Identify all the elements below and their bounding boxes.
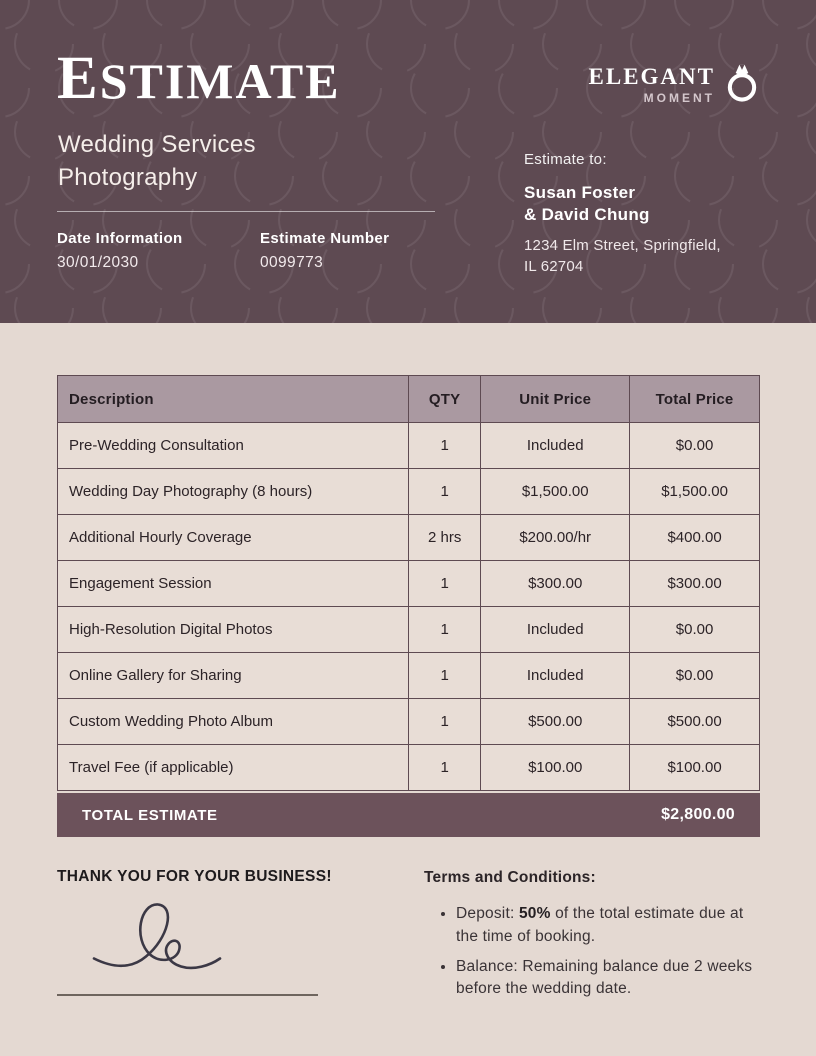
item-description: Pre-Wedding Consultation: [58, 423, 409, 469]
total-estimate-row: [57, 793, 760, 837]
header-banner: [0, 0, 816, 323]
table-row: [58, 745, 760, 791]
date-value: 30/01/2030: [57, 254, 139, 271]
estimate-number-block: [260, 230, 389, 272]
estimate-number-value: 0099773: [260, 254, 324, 271]
item-description: Custom Wedding Photo Album: [58, 699, 409, 745]
item-total-price: $0.00: [630, 653, 760, 699]
item-unit-price: Included: [481, 653, 630, 699]
item-qty: 1: [409, 607, 481, 653]
item-description: Additional Hourly Coverage: [58, 515, 409, 561]
signature-line: [57, 994, 318, 996]
item-unit-price: $500.00: [481, 699, 630, 745]
item-qty: 1: [409, 745, 481, 791]
item-description: Wedding Day Photography (8 hours): [58, 469, 409, 515]
table-header-row: [58, 376, 760, 423]
table-row: [58, 423, 760, 469]
item-qty: 1: [409, 423, 481, 469]
item-description: High-Resolution Digital Photos: [58, 607, 409, 653]
estimate-items-table: [57, 375, 760, 791]
table-row: [58, 561, 760, 607]
client-name-line-1: Susan Foster: [524, 183, 636, 202]
table-row: [58, 607, 760, 653]
item-total-price: $500.00: [630, 699, 760, 745]
header-divider: [57, 211, 435, 212]
terms-heading: Terms and Conditions:: [424, 869, 596, 886]
address-line-1: 1234 Elm Street, Springfield,: [524, 237, 721, 254]
total-estimate-label: TOTAL ESTIMATE: [82, 806, 218, 824]
terms-list: [424, 903, 769, 1008]
item-qty: 2 hrs: [409, 515, 481, 561]
item-qty: 1: [409, 699, 481, 745]
brand-logo: [589, 60, 760, 109]
total-estimate-value: $2,800.00: [661, 806, 735, 823]
address-line-2: IL 62704: [524, 257, 584, 275]
terms-item-deposit: • Deposit: 50% of the total estimate due at the time of booking.: [456, 903, 769, 949]
client-address: [524, 236, 721, 277]
brand-name: ELEGANT: [588, 64, 715, 89]
item-unit-price: $100.00: [481, 745, 630, 791]
item-qty: 1: [409, 469, 481, 515]
table-row: [58, 469, 760, 515]
column-header-description: Description: [58, 376, 409, 423]
column-header-unit-price: Unit Price: [481, 376, 630, 423]
client-name-line-2: & David Chung: [524, 205, 650, 225]
table-row: [58, 653, 760, 699]
signature: [88, 895, 238, 988]
item-total-price: $0.00: [630, 423, 760, 469]
column-header-qty: QTY: [409, 376, 481, 423]
item-qty: 1: [409, 561, 481, 607]
document-subtitle: [58, 128, 256, 194]
item-unit-price: Included: [481, 607, 630, 653]
item-total-price: $0.00: [630, 607, 760, 653]
item-qty: 1: [409, 653, 481, 699]
item-unit-price: Included: [481, 423, 630, 469]
estimate-number-label: Estimate Number: [260, 230, 390, 247]
date-information-block: [57, 230, 183, 272]
item-unit-price: $300.00: [481, 561, 630, 607]
item-total-price: $1,500.00: [630, 469, 760, 515]
terms-item-balance: • Balance: Remaining balance due 2 weeks before the wedding date.: [456, 956, 769, 1002]
item-description: Travel Fee (if applicable): [58, 745, 409, 791]
thank-you-message: THANK YOU FOR YOUR BUSINESS!: [57, 868, 332, 885]
item-total-price: $400.00: [630, 515, 760, 561]
item-description: Online Gallery for Sharing: [58, 653, 409, 699]
estimate-to-label: Estimate to:: [524, 151, 607, 168]
item-unit-price: $1,500.00: [481, 469, 630, 515]
column-header-total-price: Total Price: [630, 376, 760, 423]
date-label: Date Information: [57, 230, 183, 247]
table-row: [58, 515, 760, 561]
ring-icon: [724, 60, 760, 109]
brand-subname: MOMENT: [643, 91, 715, 105]
table-row: [58, 699, 760, 745]
subtitle-line-1: Wedding Services: [58, 131, 256, 158]
client-names: [524, 182, 650, 227]
item-description: Engagement Session: [58, 561, 409, 607]
item-total-price: $100.00: [630, 745, 760, 791]
page-title: ESTIMATE: [57, 45, 341, 112]
subtitle-line-2: Photography: [58, 164, 198, 192]
item-total-price: $300.00: [630, 561, 760, 607]
item-unit-price: $200.00/hr: [481, 515, 630, 561]
